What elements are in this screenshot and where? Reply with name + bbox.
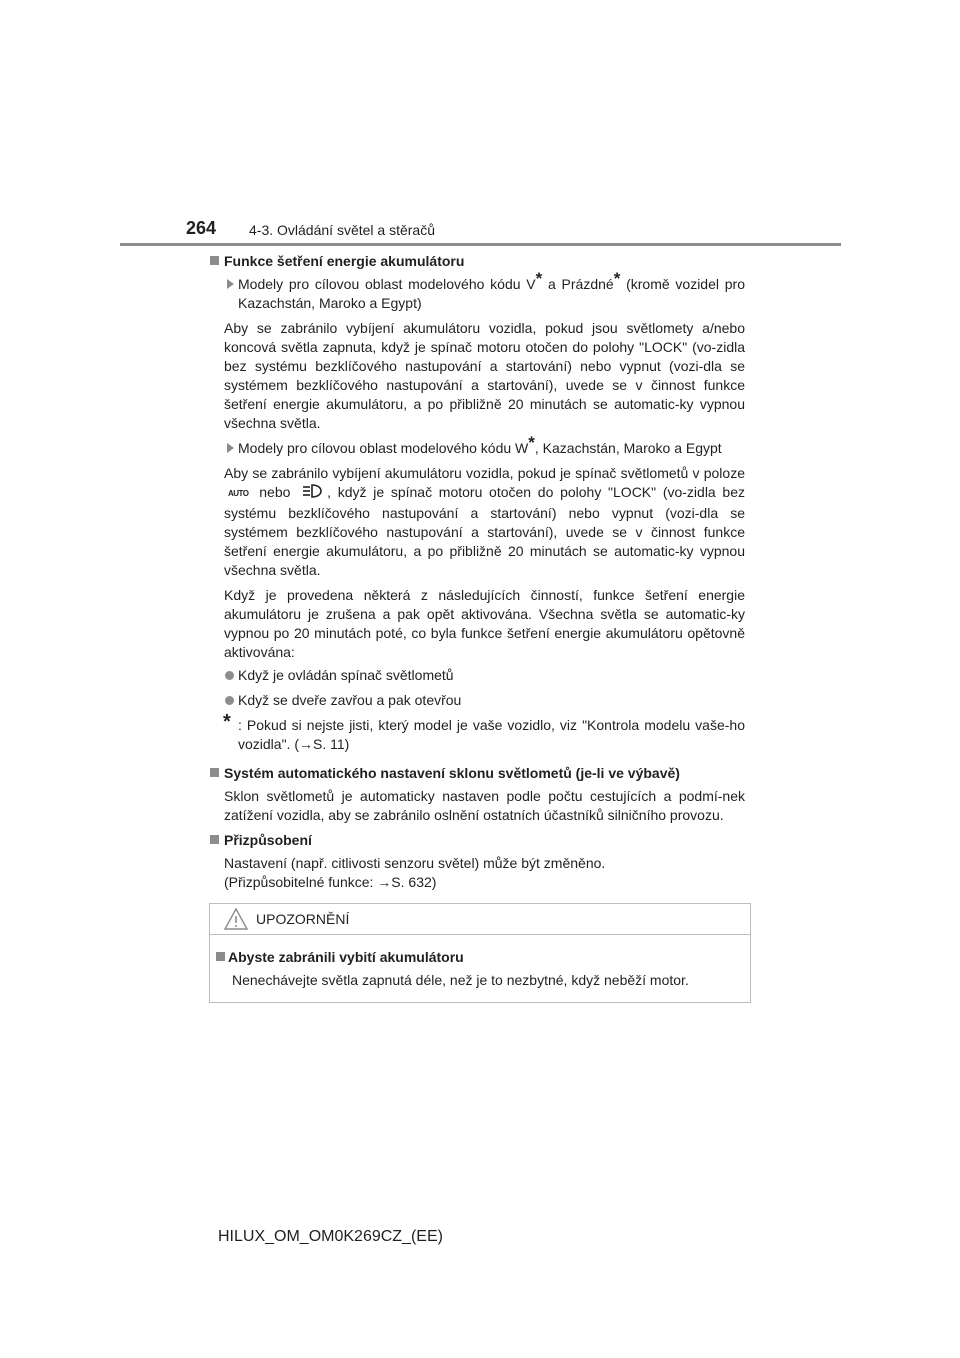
- square-bullet-icon: [216, 952, 225, 961]
- warning-heading-text: Abyste zabránili vybití akumulátoru: [228, 949, 464, 965]
- asterisk-mark: *: [613, 269, 621, 289]
- asterisk-mark: *: [528, 433, 535, 453]
- heading-text: Systém automatického nastavení sklonu světlometů (je-li ve výbavě): [224, 765, 680, 781]
- section-title: 4-3. Ovládání světel a stěračů: [249, 222, 435, 238]
- square-bullet-icon: [210, 835, 219, 844]
- headlight-icon: [301, 483, 323, 504]
- customization-line: Nastavení (např. citlivosti senzoru světel) může být změněno.: [224, 855, 606, 871]
- paragraph: Sklon světlometů je automaticky nastaven podle počtu cestujících a podmí-nek zatížení vozidla, aby se zabránilo oslnění ostatních účastníků silničního provozu.: [224, 788, 745, 823]
- model-text-part: , Kazachstán, Maroko a Egypt: [534, 440, 722, 456]
- warning-body: [216, 948, 736, 990]
- header-divider: [120, 243, 841, 246]
- heading-customization: [210, 831, 745, 850]
- paragraph-with-icons: [210, 464, 745, 580]
- page-number: 264: [186, 218, 217, 238]
- footnote-text: : Pokud si nejste jisti, který model je vaše vozidlo, viz "Kontrola modelu vaše-ho vozidla". (→S. 11): [238, 717, 745, 752]
- model-text-part: (kromě vozidel pro Kazachstán, Maroko a Egypt): [238, 276, 745, 311]
- list-item: [210, 691, 745, 710]
- triangle-bullet-icon: [227, 443, 234, 453]
- asterisk-mark: *: [535, 269, 543, 289]
- list-item-text: Když se dveře zavřou a pak otevřou: [238, 692, 462, 708]
- heading-auto-leveling: [210, 764, 745, 783]
- page-content: [210, 252, 745, 898]
- square-bullet-icon: [210, 256, 219, 265]
- list-item: [210, 666, 745, 685]
- warning-heading: [216, 948, 736, 967]
- triangle-bullet-icon: [227, 279, 234, 289]
- page-header: [0, 0, 960, 250]
- heading-text: Funkce šetření energie akumulátoru: [224, 253, 465, 269]
- warning-box: [209, 903, 751, 1003]
- dot-bullet-icon: [225, 696, 234, 705]
- model-text-part: a Prázdné: [542, 276, 614, 292]
- warning-header: [210, 904, 750, 935]
- heading-text: Přizpůsobení: [224, 832, 312, 848]
- paragraph-text: , když je spínač motoru otočen do polohy "LOCK" (vo-zidla bez systému bezklíčového nastupování a startování) nebo vypnut (vozi-dla se systémem bezklíčového nastupování a startování), uvede se v činnost funkce šetření energie akumulátoru, a po přibližně 20 minutách se automatic-ky vypnou všechna světla.: [224, 484, 746, 578]
- list-item-text: Když je ovládán spínač světlometů: [238, 667, 454, 683]
- document-code: HILUX_OM_OM0K269CZ_(EE): [218, 1228, 443, 1245]
- model-condition-v: [210, 269, 745, 313]
- model-text-part: Modely pro cílovou oblast modelového kódu V: [238, 276, 536, 292]
- warning-text: Nenechávejte světla zapnutá déle, než je to nezbytné, když neběží motor.: [232, 972, 689, 988]
- paragraph: Aby se zabránilo vybíjení akumulátoru vozidla, pokud jsou světlomety a/nebo koncová světla zapnuta, když je spínač motoru otočen do polohy "LOCK" (vo-zidla bez systému bezklíčového nastupování a startování) nebo vypnut (vozi-dla se systémem bezklíčového nastupování a startování), uvede se v činnost funkce šetření energie akumulátoru, a po přibližně 20 minutách se automatic-ky vypnou všechna světla.: [224, 320, 745, 431]
- auto-light-icon: AUTO: [228, 489, 249, 498]
- paragraph-text: Aby se zabránilo vybíjení akumulátoru vozidla, pokud je spínač světlometů v poloze: [224, 465, 745, 481]
- model-condition-w: [210, 433, 745, 458]
- footnote: [210, 711, 745, 754]
- customization-text: [210, 854, 745, 892]
- paragraph-text: nebo: [259, 484, 291, 501]
- asterisk-mark: *: [223, 711, 231, 733]
- model-text-part: Modely pro cílovou oblast modelového kódu W: [238, 440, 529, 456]
- warning-triangle-icon: [224, 907, 248, 936]
- paragraph: Když je provedena některá z následujících činností, funkce šetření energie akumulátoru je zrušena a pak opět aktivována. Všechna světla se automatic-ky vypnou po 20 minutách poté, co byla funkce šetření energie akumulátoru opětovně aktivována:: [224, 587, 745, 660]
- warning-title: UPOZORNĚNÍ: [256, 911, 350, 927]
- square-bullet-icon: [210, 768, 219, 777]
- heading-battery-saver: [210, 252, 745, 271]
- customization-line: (Přizpůsobitelné funkce: →S. 632): [224, 874, 437, 890]
- dot-bullet-icon: [225, 671, 234, 680]
